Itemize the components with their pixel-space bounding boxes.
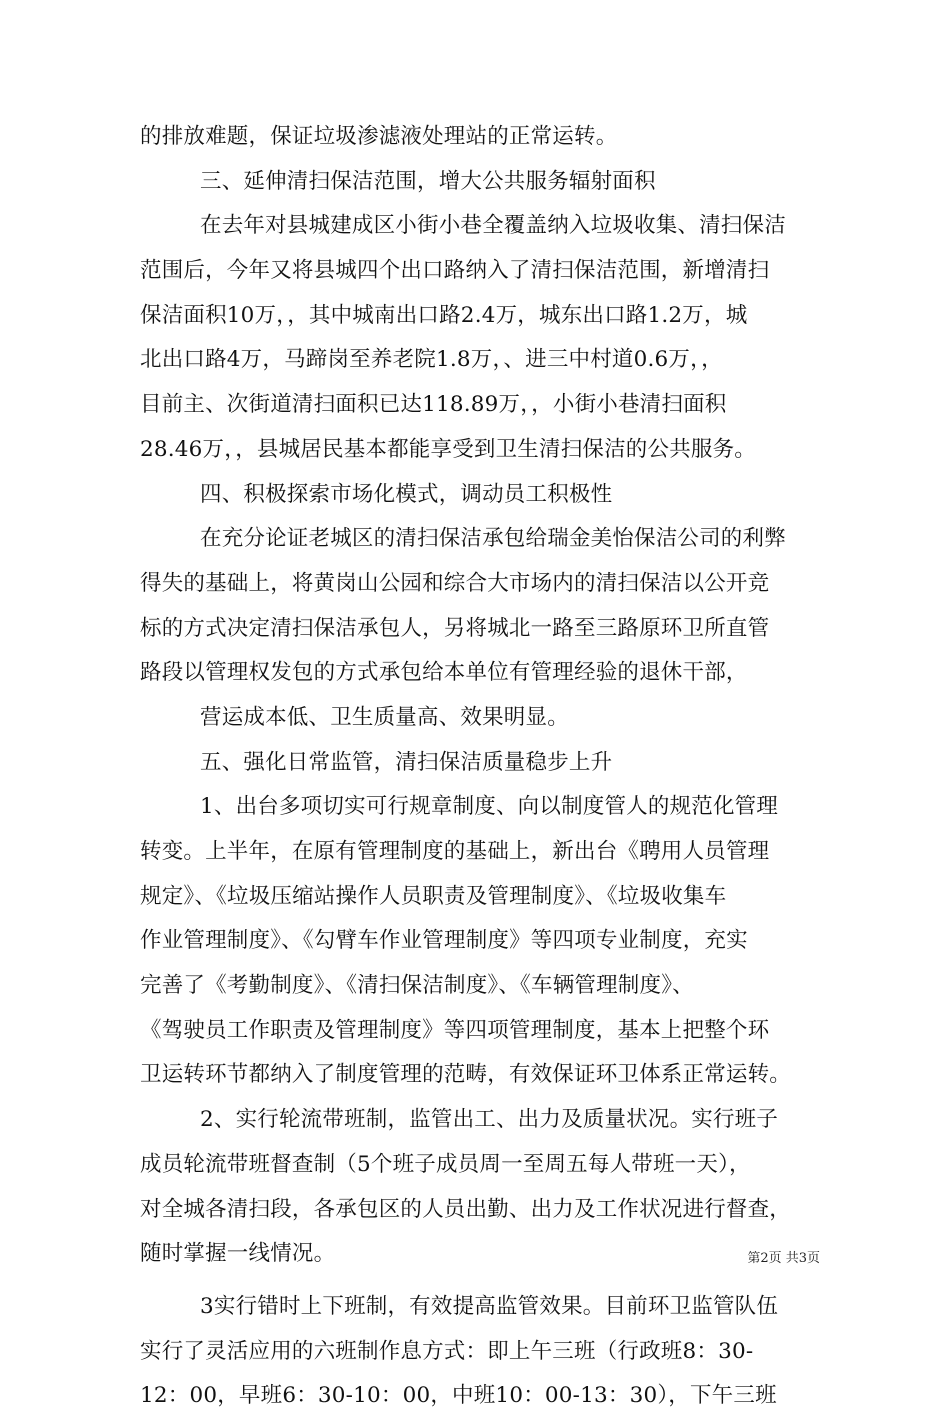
document-body bbox=[140, 115, 820, 1419]
text-line: 保洁面积10万，，其中城南出口路2.4万，城东出口路1.2万，城 bbox=[140, 302, 748, 328]
text-line: 营运成本低、卫生质量高、效果明显。 bbox=[200, 704, 569, 730]
text-line: 1、出台多项切实可行规章制度、向以制度管人的规范化管理 bbox=[200, 794, 779, 820]
text-line: 2、实行轮流带班制，监管出工、出力及质量状况。实行班子 bbox=[200, 1107, 779, 1133]
text-line: 《驾驶员工作职责及管理制度》等四项管理制度，基本上把整个环 bbox=[140, 1017, 770, 1043]
text-line: 标的方式决定清扫保洁承包人，另将城北一路至三路原环卫所直管 bbox=[140, 615, 770, 641]
text-line: 12：00，早班6：30-10：00，中班10：00-13：30），下午三班 bbox=[140, 1383, 777, 1409]
text-line: 在充分论证老城区的清扫保洁承包给瑞金美怡保洁公司的利弊 bbox=[200, 526, 786, 552]
text-line: 成员轮流带班督查制（5个班子成员周一至周五每人带班一天）， bbox=[140, 1151, 751, 1177]
text-line: 实行了灵活应用的六班制作息方式：即上午三班（行政班8：30- bbox=[140, 1338, 754, 1364]
section-heading: 三、延伸清扫保洁范围，增大公共服务辐射面积 bbox=[200, 168, 656, 194]
text-line: 3实行错时上下班制，有效提高监管效果。目前环卫监管队伍 bbox=[200, 1293, 779, 1319]
section-heading: 四、积极探索市场化模式，调动员工积极性 bbox=[200, 481, 613, 507]
text-line: 作业管理制度》、《勾臂车作业管理制度》等四项专业制度，充实 bbox=[140, 928, 748, 954]
text-line: 随时掌握一线情况。 bbox=[140, 1241, 336, 1267]
paragraph-gap bbox=[140, 1277, 820, 1285]
text-line: 卫运转环节都纳入了制度管理的范畴，有效保证环卫体系正常运转。 bbox=[140, 1062, 792, 1088]
text-line: 完善了《考勤制度》、《清扫保洁制度》、《车辆管理制度》、 bbox=[140, 973, 694, 999]
text-line: 规定》、《垃圾压缩站操作人员职责及管理制度》、《垃圾收集车 bbox=[140, 883, 727, 909]
text-line: 在去年对县城建成区小街小巷全覆盖纳入垃圾收集、清扫保洁 bbox=[200, 213, 786, 239]
text-line: 对全城各清扫段，各承包区的人员出勤、出力及工作状况进行督查， bbox=[140, 1196, 792, 1222]
text-line: 28.46万，，县城居民基本都能享受到卫生清扫保洁的公共服务。 bbox=[140, 436, 757, 462]
text-line: 路段以管理权发包的方式承包给本单位有管理经验的退休干部， bbox=[140, 660, 748, 686]
text-line: 目前主、次街道清扫面积已达118.89万，，小街小巷清扫面积 bbox=[140, 392, 727, 418]
text-line: 北出口路4万，马蹄岗至养老院1.8万，、进三中村道0.6万，， bbox=[140, 347, 723, 373]
text-line: 范围后，今年又将县城四个出口路纳入了清扫保洁范围，新增清扫 bbox=[140, 258, 770, 284]
section-heading: 五、强化日常监管，清扫保洁质量稳步上升 bbox=[200, 749, 613, 775]
page-number: 第2页 共3页 bbox=[747, 1251, 820, 1266]
text-line: 转变。上半年，在原有管理制度的基础上，新出台《聘用人员管理 bbox=[140, 839, 770, 864]
text-line: 的排放难题，保证垃圾渗滤液处理站的正常运转。 bbox=[140, 124, 618, 149]
text-line: 得失的基础上，将黄岗山公园和综合大市场内的清扫保洁以公开竞 bbox=[140, 570, 770, 596]
